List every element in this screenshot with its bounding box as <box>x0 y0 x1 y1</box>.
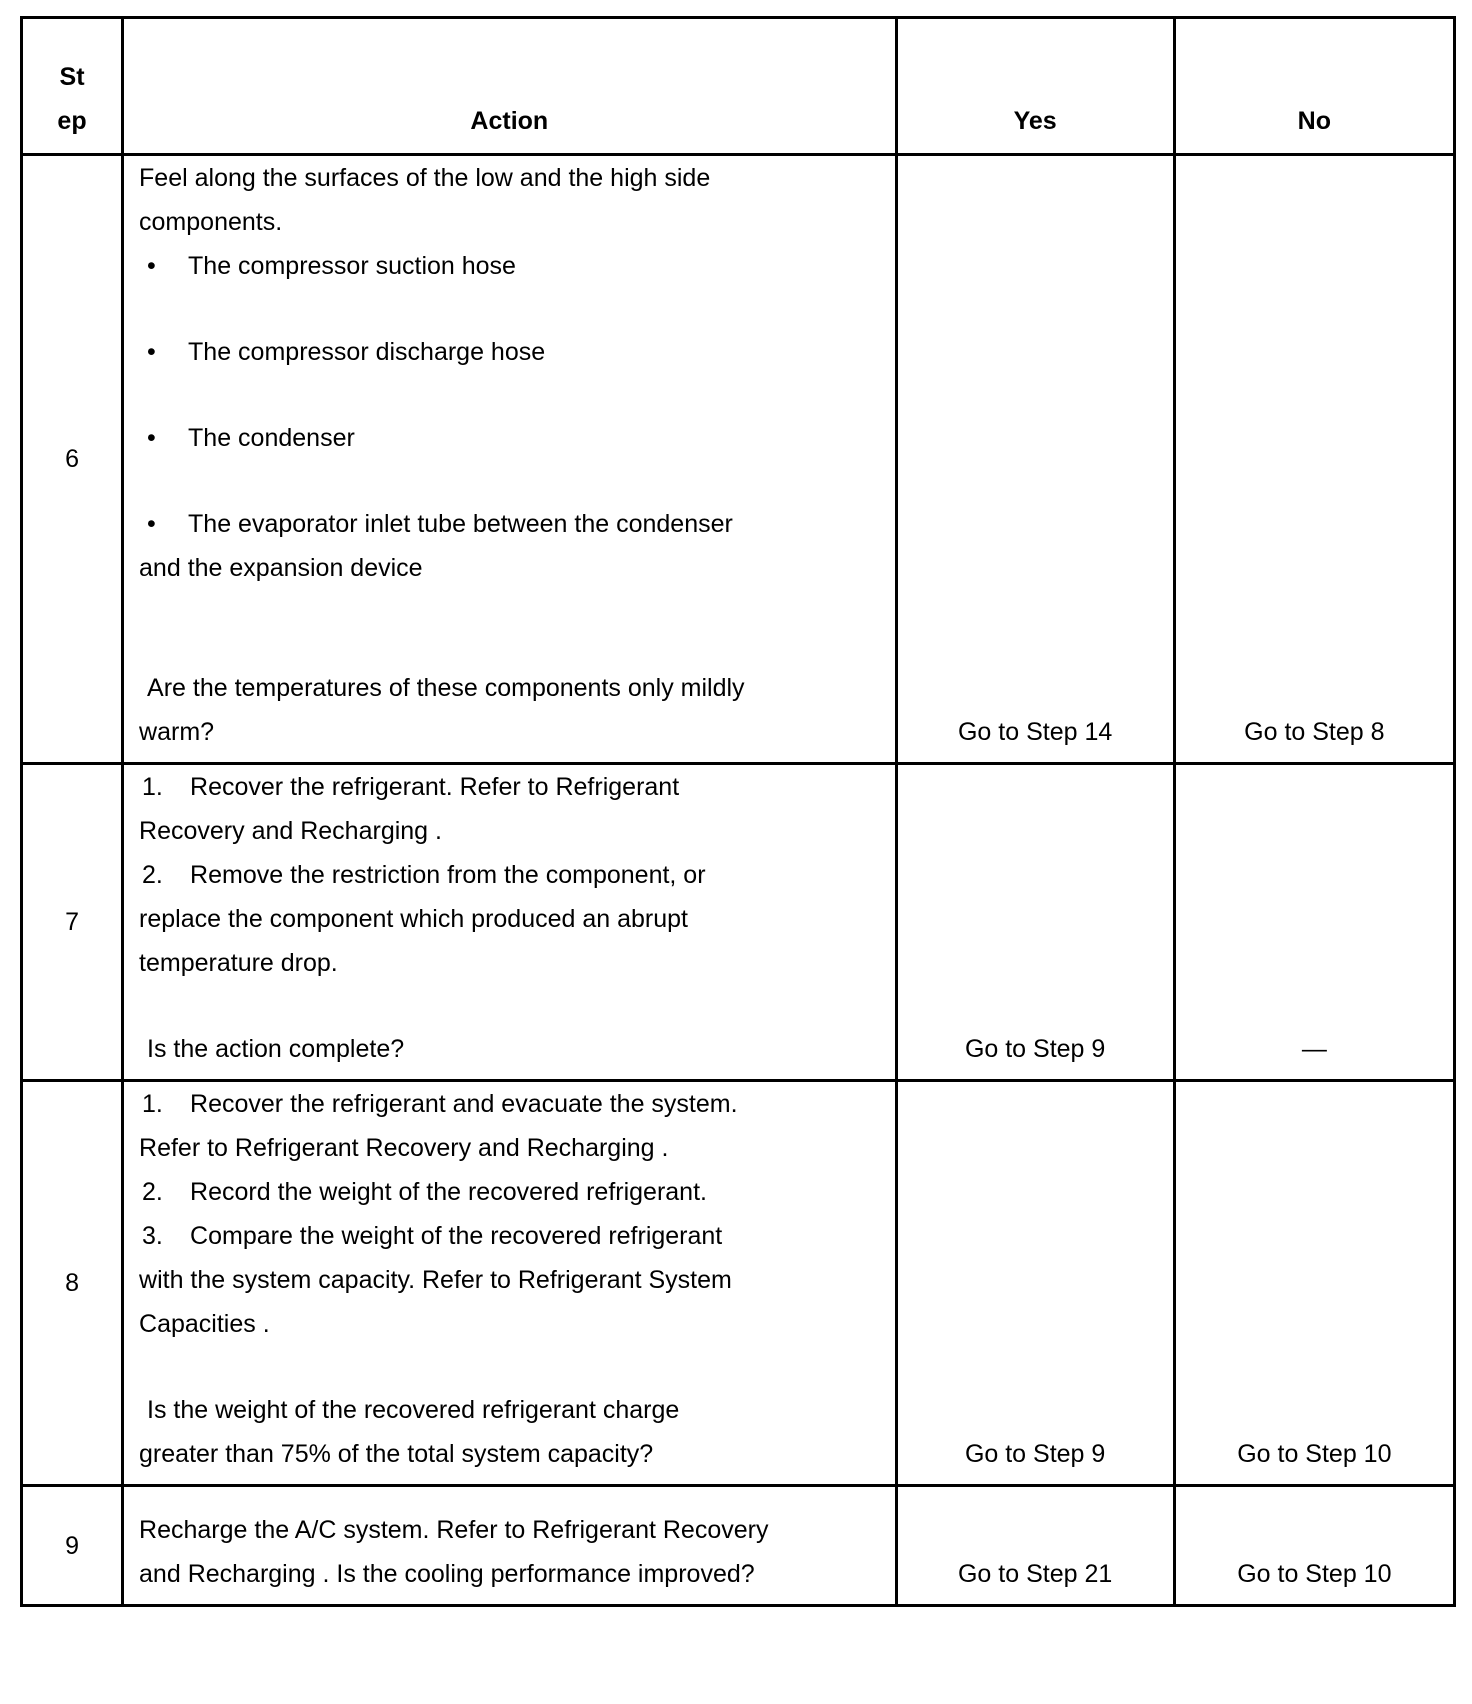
table-row-step-9 <box>22 1486 1455 1606</box>
bullet-icon: • <box>147 510 156 538</box>
action-cell: Recharge the A/C system. Refer to Refrigerant Recovery and Recharging . Is the cooling performance improved? <box>123 1486 897 1606</box>
list-item: • The compressor suction hose <box>139 244 883 288</box>
header-step: St ep <box>22 18 123 155</box>
no-cell: Go to Step 10 <box>1174 1486 1454 1606</box>
no-cell: Go to Step 10 <box>1174 1081 1454 1486</box>
list-item: • The compressor discharge hose <box>139 330 883 374</box>
list-item: 1. Recover the refrigerant. Refer to Refrigerant <box>142 773 680 801</box>
header-yes: Yes <box>896 18 1174 155</box>
yes-cell: Go to Step 14 <box>896 155 1174 764</box>
diagnostic-table <box>20 16 1456 1607</box>
yes-cell: Go to Step 21 <box>896 1486 1174 1606</box>
bullet-icon: • <box>147 252 156 280</box>
no-cell: — <box>1174 764 1454 1081</box>
step-number: 9 <box>22 1486 123 1606</box>
list-item: 3. Compare the weight of the recovered refrigerant <box>142 1222 723 1250</box>
list-item: 1. Recover the refrigerant and evacuate the system. <box>142 1090 738 1118</box>
step-number: 6 <box>22 155 123 764</box>
question-text: Is the weight of the recovered refrigerant charge <box>147 1396 680 1424</box>
bullet-icon: • <box>147 424 156 452</box>
yes-cell: Go to Step 9 <box>896 1081 1174 1486</box>
table-row-step-8 <box>22 1081 1455 1486</box>
question-text: Is the action complete? <box>147 1035 405 1063</box>
action-cell: 1. Recover the refrigerant. Refer to Refrigerant Recovery and Recharging . 2. Remove the restriction from the component, or replace the component which produced an abrupt temperature drop. Is the action complete? <box>123 764 897 1081</box>
question-text: Are the temperatures of these components only mildly <box>147 674 745 702</box>
action-cell: 1. Recover the refrigerant and evacuate the system. Refer to Refrigerant Recovery and Recharging . 2. Record the weight of the recovered refrigerant. 3. Compare the weight of the recovered refrigerant with the system capacity. Refer to Refrigerant System Capacities . Is the weight of the recovered refrigerant charge greater than 75% of the total system capacity? <box>123 1081 897 1486</box>
action-cell: Feel along the surfaces of the low and the high side components. • The compressor suction hose • The compressor discharge hose • The condenser • The evaporator inlet tube between the condenser and the expansion device Are the temperatures of these components only mildly warm? <box>123 155 897 764</box>
header-row <box>22 18 1455 155</box>
step-number: 8 <box>22 1081 123 1486</box>
header-no: No <box>1174 18 1454 155</box>
header-action: Action <box>123 18 897 155</box>
yes-cell: Go to Step 9 <box>896 764 1174 1081</box>
list-item: • The evaporator inlet tube between the condenser <box>139 502 883 546</box>
list-item: 2. Record the weight of the recovered refrigerant. <box>142 1178 707 1206</box>
table-row-step-7 <box>22 764 1455 1081</box>
no-cell: Go to Step 8 <box>1174 155 1454 764</box>
list-item: • The condenser <box>139 416 883 460</box>
list-item: 2. Remove the restriction from the component, or <box>142 861 706 889</box>
table-row-step-6 <box>22 155 1455 764</box>
step-number: 7 <box>22 764 123 1081</box>
bullet-icon: • <box>147 338 156 366</box>
